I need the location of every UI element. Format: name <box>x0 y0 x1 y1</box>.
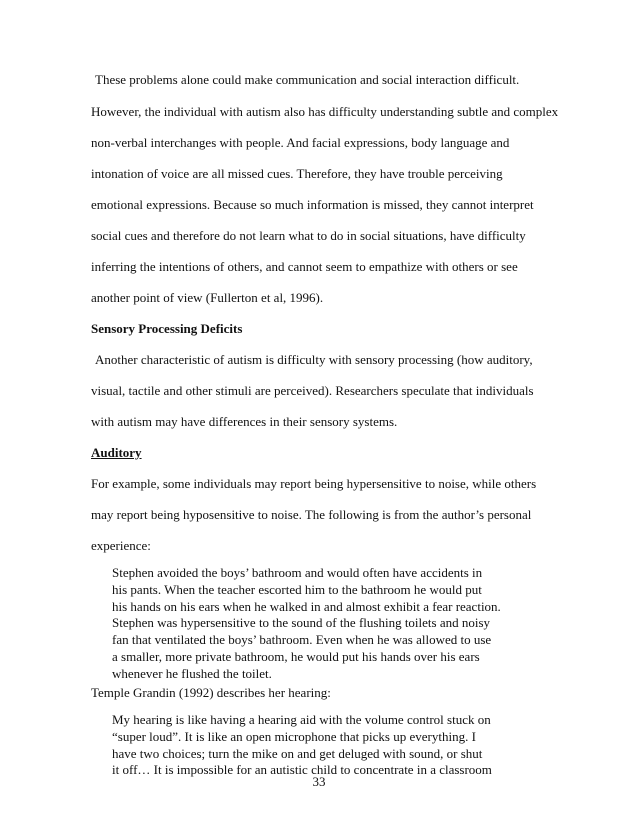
quote-2-line-1: My hearing is like having a hearing aid with the volume control stuck on <box>112 712 491 727</box>
quote-2-line-2: “super loud”. It is like an open microphone that picks up everything. I <box>112 728 476 744</box>
quote-1-line-3: his hands on his ears when he walked in and almost exhibit a fear reaction. <box>112 598 501 614</box>
paragraph-1-line-2: However, the individual with autism also has difficulty understanding subtle and complex <box>91 104 559 119</box>
paragraph-1-line-8: another point of view (Fullerton et al, 1996). <box>91 290 324 305</box>
quote-1-line-5: fan that ventilated the boys’ bathroom. Even when he was allowed to use <box>112 632 492 648</box>
paragraph-2-line-2: visual, tactile and other stimuli are perceived). Researchers speculate that individuals <box>91 383 534 398</box>
paragraph-1-line-3: non-verbal interchanges with people. And facial expressions, body language and <box>91 135 510 150</box>
quote-2-intro: Temple Grandin (1992) describes her hearing: <box>91 685 331 700</box>
quote-1-line-7: whenever he flushed the toilet. <box>112 665 272 681</box>
paragraph-2-line-1: Another characteristic of autism is difficulty with sensory processing (how auditory, <box>95 352 533 367</box>
page-number: 33 <box>312 774 326 789</box>
paragraph-2-line-3: with autism may have differences in their sensory systems. <box>91 414 398 429</box>
paragraph-3-line-2: may report being hyposensitive to noise. The following is from the author’s personal <box>91 507 532 522</box>
paragraph-1-line-4: intonation of voice are all missed cues. Therefore, they have trouble perceiving <box>91 166 503 181</box>
paragraph-3-line-3: experience: <box>91 538 151 553</box>
paragraph-1-line-6: social cues and therefore do not learn what to do in social situations, have difficulty <box>91 228 526 243</box>
quote-2-line-3: have two choices; turn the mike on and get deluged with sound, or shut <box>112 745 483 761</box>
paragraph-1-line-7: inferring the intentions of others, and cannot seem to empathize with others or see <box>91 259 518 274</box>
quote-1-line-4: Stephen was hypersensitive to the sound of the flushing toilets and noisy <box>112 615 491 631</box>
block-quote-grandin <box>112 712 532 779</box>
paragraph-1-line-5: emotional expressions. Because so much information is missed, they cannot interpret <box>91 197 534 212</box>
paragraph-1-line-1: These problems alone could make communication and social interaction difficult. <box>95 72 520 87</box>
quote-1-line-2: his pants. When the teacher escorted him to the bathroom he would put <box>112 581 482 597</box>
quote-2-line-4: it off… It is impossible for an autistic child to concentrate in a classroom <box>112 762 492 778</box>
quote-1-line-1: Stephen avoided the boys’ bathroom and would often have accidents in <box>112 565 483 580</box>
section-heading-sensory: Sensory Processing Deficits <box>91 321 243 336</box>
block-quote-stephen <box>112 565 532 683</box>
section-heading-auditory: Auditory <box>91 445 142 460</box>
paragraph-3-line-1: For example, some individuals may report being hypersensitive to noise, while others <box>91 476 537 491</box>
quote-1-line-6: a smaller, more private bathroom, he would put his hands over his ears <box>112 648 480 664</box>
